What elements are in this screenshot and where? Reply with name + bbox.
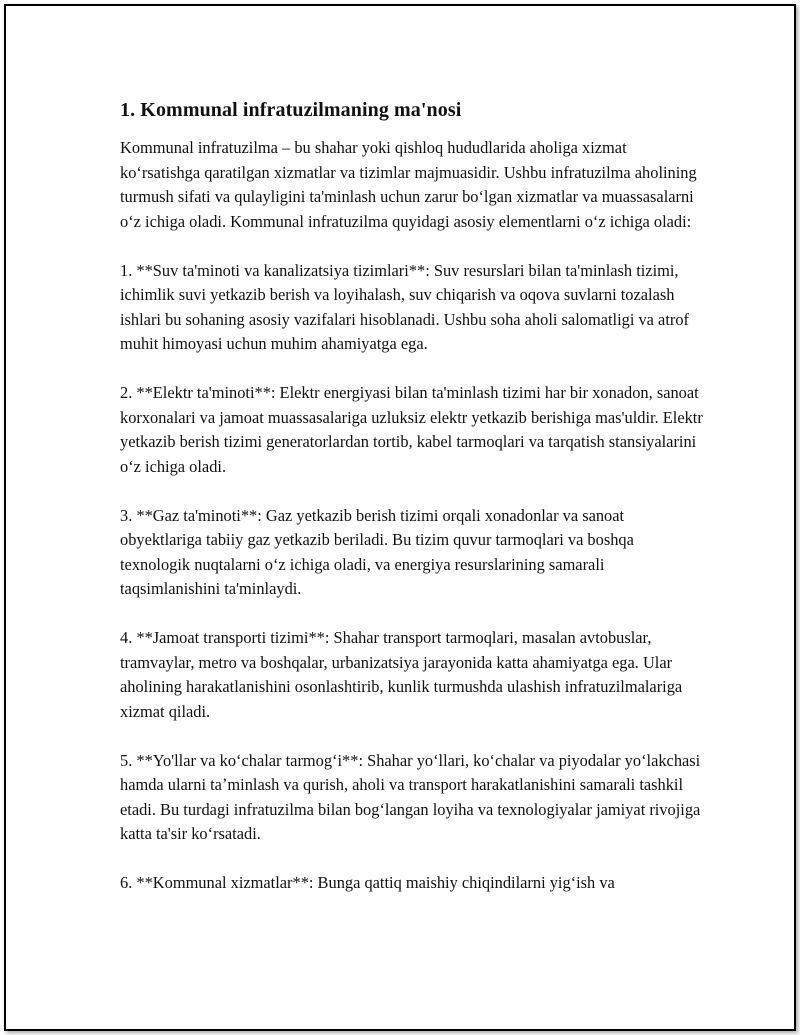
list-item-communal-services: 6. **Kommunal xizmatlar**: Bunga qattiq maishiy chiqindilarni yigʻish va: [120, 873, 615, 892]
document-body: [120, 98, 704, 920]
section-heading: 1. Kommunal infratuzilmaning ma'nosi: [120, 99, 462, 121]
document-page: [4, 4, 796, 1031]
list-item-gas-supply: 3. **Gaz ta'minoti**: Gaz yetkazib berish tizimi orqali xonadonlar va sanoat obyektlariga tabiiy gaz yetkazib beriladi. Bu tizim quvur tarmoqlari va boshqa texnologik nuqtalarni oʻz ichiga oladi, va energiya resurslarining samarali taqsimlanishini ta'minlaydi.: [120, 505, 634, 598]
list-item-public-transport: 4. **Jamoat transporti tizimi**: Shahar transport tarmoqlari, masalan avtobuslar, tramvaylar, metro va boshqalar, urbanizatsiya jarayonida katta ahamiyatga ega. Ular aholining harakatlanishini osonlashtirib, kunlik turmushda ulashish infratuzilmalariga xizmat qiladi.: [120, 628, 683, 721]
intro-paragraph: Kommunal infratuzilma – bu shahar yoki qishloq hududlarida aholiga xizmat koʻrsatishga qaratilgan xizmatlar va tizimlar majmuasidir. Ushbu infratuzilma aholining turmush sifati va qulayligini ta'minlash uchun zarur boʻlgan xizmatlar va muassasalarni oʻz ichiga oladi. Kommunal infratuzilma quyidagi asosiy elementlarni oʻz ichiga oladi:: [120, 138, 697, 231]
list-item-electricity: 2. **Elektr ta'minoti**: Elektr energiyasi bilan ta'minlash tizimi har bir xonadon, sanoat korxonalari va jamoat muassasalariga uzluksiz elektr yetkazib berishiga mas'uldir. Elektr yetkazib berish tizimi generatorlardan tortib, kabel tarmoqlari va tarqatish stansiyalarini oʻz ichiga oladi.: [120, 383, 703, 476]
list-item-water-supply: 1. **Suv ta'minoti va kanalizatsiya tizimlari**: Suv resurslari bilan ta'minlash tizimi, ichimlik suvi yetkazib berish va loyihalash, suv chiqarish va oqova suvlarni tozalash ishlari bu sohaning asosiy vazifalari hisoblanadi. Ushbu soha aholi salomatligi va atrof muhit himoyasi uchun muhim ahamiyatga ega.: [120, 260, 689, 353]
list-item-roads-streets: 5. **Yo'llar va koʻchalar tarmogʻi**: Shahar yoʻllari, koʻchalar va piyodalar yoʻlakchasi hamda ularni taʼminlash va qurish, aholi va transport harakatlanishini samarali tashkil etadi. Bu turdagi infratuzilma bilan bogʻlangan loyiha va texnologiyalar jamiyat rivojiga katta ta'sir koʻrsatadi.: [120, 750, 701, 843]
